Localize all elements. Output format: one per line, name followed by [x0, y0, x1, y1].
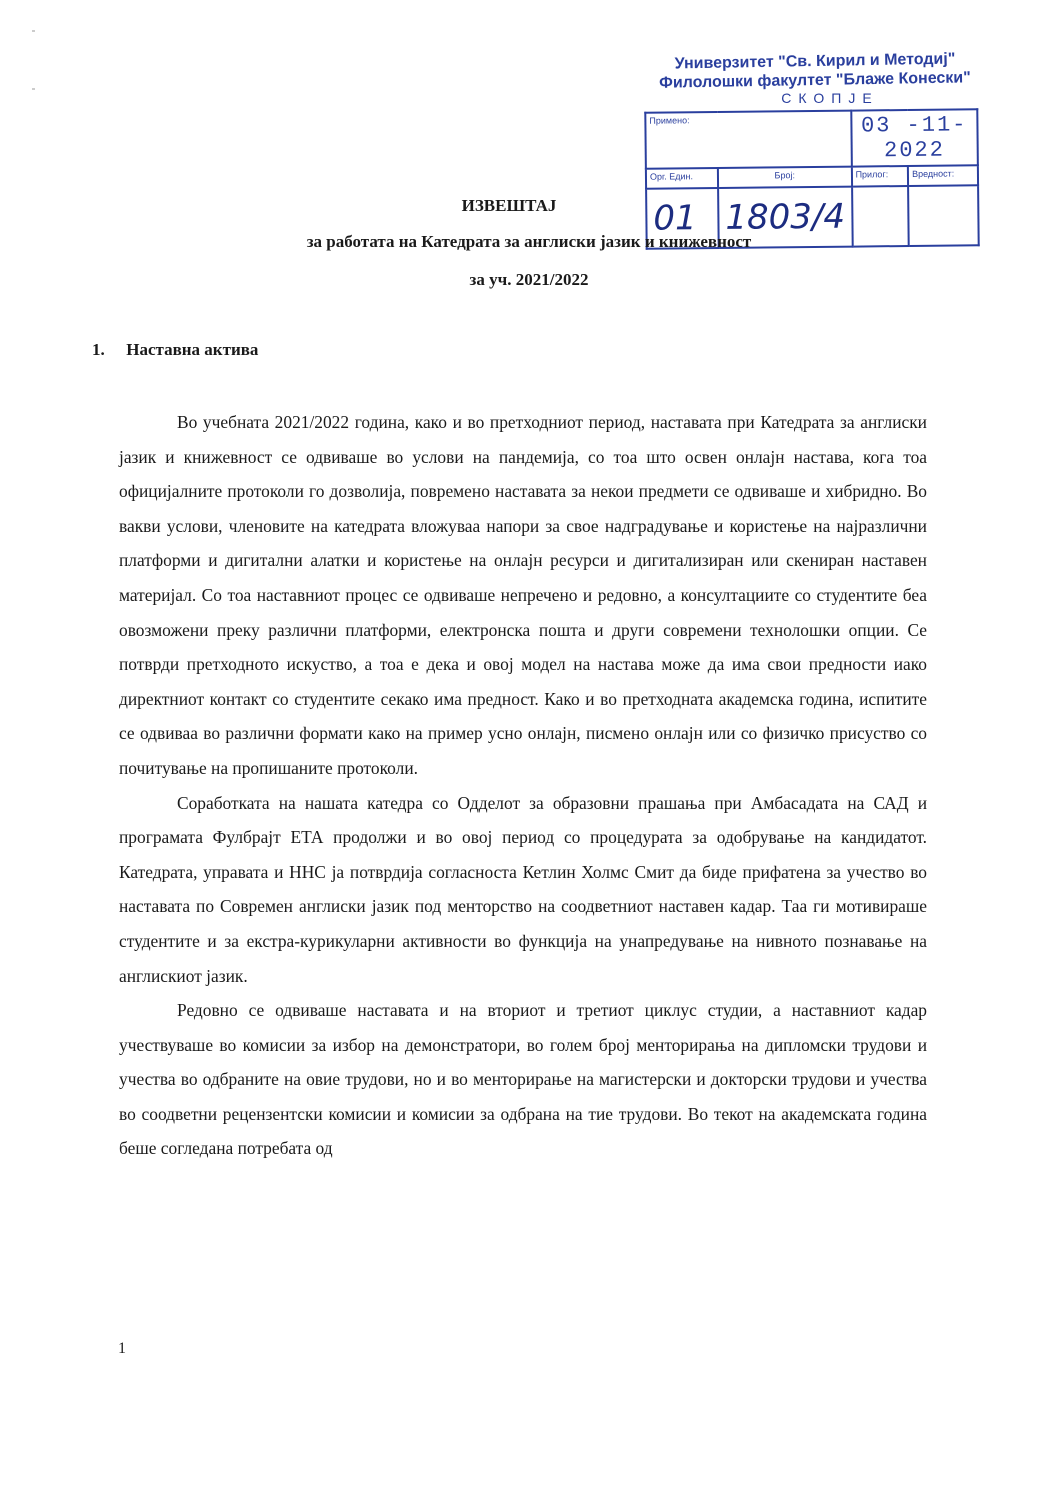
paragraph: Редовно се одвиваше наставата и на вториот и третиот циклус студии, а наставниот кадар учествуваше во комисии за избор на демонстратори, во голем број менторирања на дипломски трудови и учества во одбраните на овие трудови, но и во менторирање на магистерски и докторски трудови и учества во соодветни рецензентски комисии и комисии за одбрана на тие трудови. Во текот на академската година беше согледана потребата од: [119, 1000, 927, 1159]
stamp-col-attachment: Прилог:: [851, 166, 908, 187]
scan-speck: [32, 88, 35, 90]
stamp-col-org: Орг. Един.: [646, 168, 718, 189]
stamp-col-number: Број:: [718, 167, 852, 188]
page-number: 1: [118, 1340, 126, 1357]
registry-stamp: [645, 52, 985, 248]
document-title: ИЗВЕШТАЈ: [461, 196, 557, 215]
stamp-university: Универзитет "Св. Кирил и Методиј": [674, 50, 956, 73]
paragraph: Во учебната 2021/2022 година, како и во претходниот период, наставата при Катедрата за англиски јазик и книжевност се одвиваше во услови на пандемија, со тоа што освен онлајн настава, кога тоа официјалните протоколи го дозволија, повремено наставата за некои предмети се одвиваше и хибридно. Во вакви услови, членовите на катедрата вложуваа напори за свое надградување и користење на најразлични платформи и дигитални алатки и користење на онлајн ресурси и дигитализиран или скениран наставен материјал. Со тоа наставниот процес се одвиваше непречено и редовно, а консултациите со студентите беа овозможени преку различни платформи, електронска пошта и други современи технолошки опции. Се потврди претходното искуство, а тоа е дека и овој модел на настава може да има свои предности иако директниот контакт со студентите секако има предност. Како и во претходната академска година, испитите се одвиваа во различни формати како на пример усно онлајн, писмено онлајн или со физичко присуство со почитување на пропишаните протоколи.: [119, 412, 927, 778]
document-subtitle: за работата на Катедрата за англиски јазик и книжевност: [306, 232, 752, 251]
section-body: [119, 405, 927, 1166]
scan-speck: [32, 30, 35, 32]
stamp-faculty: Филолошки факултет "Блаже Конески": [659, 69, 971, 92]
section-heading: [92, 340, 258, 360]
stamp-received-date: 03 -11- 2022: [851, 109, 978, 166]
stamp-city: СКОПЈЕ: [781, 90, 879, 106]
paragraph: Соработката на нашата катедра со Одделот за образовни прашања при Амбасадата на САД и програмата Фулбрајт ЕТА продолжи и во овој период со процедурата за одобрување на кандидатот. Катедрата, управата и ННС ја потврдија согласноста Кетлин Холмс Смит да биде прифатена за учество во наставата по Современ англиски јазик под менторство на соодветниот наставен кадар. Таа ги мотивираше студентите и за екстра-курикуларни активности во функција на унапредување на нивното познавање на англискиот јазик.: [119, 792, 927, 986]
document-year: за уч. 2021/2022: [469, 270, 589, 289]
section-title: Наставна актива: [126, 340, 259, 359]
section-number: 1.: [92, 340, 105, 359]
stamp-received-label: Примено:: [649, 115, 690, 126]
stamp-table: [644, 108, 979, 249]
stamp-org-value: 01: [646, 188, 719, 249]
stamp-col-value: Вредност:: [908, 165, 978, 186]
stamp-number-value: 1803/4: [718, 187, 852, 248]
